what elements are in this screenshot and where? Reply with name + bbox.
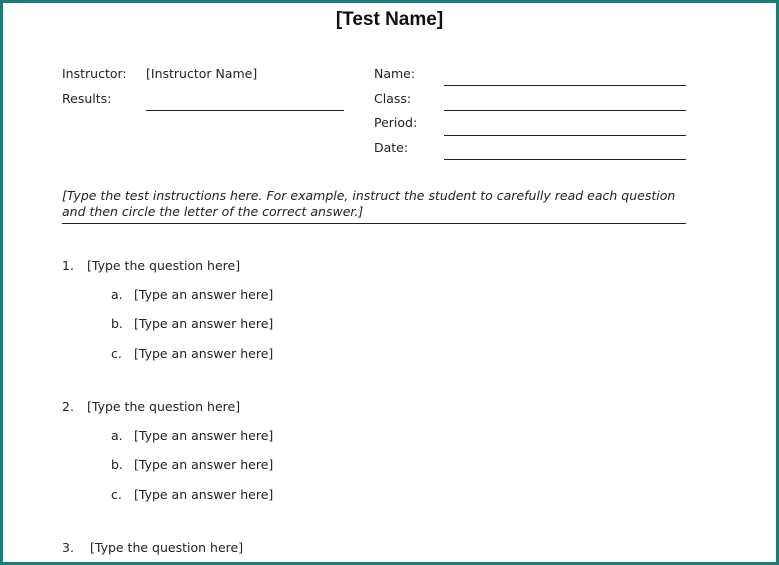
instructor-label: Instructor: [62, 66, 127, 81]
period-label: Period: [374, 115, 418, 130]
class-label: Class: [374, 91, 412, 106]
question-number: 2. [62, 399, 74, 414]
results-line [146, 110, 344, 111]
period-line [444, 135, 686, 136]
question-text: [Type the question here] [87, 258, 241, 273]
answer-text: [Type an answer here] [134, 287, 274, 302]
instructions-underline [62, 223, 686, 224]
date-label: Date: [374, 140, 409, 155]
answer-letter: c. [111, 487, 122, 502]
question-number: 1. [62, 258, 74, 273]
answer-letter: c. [111, 346, 122, 361]
answer-text: [Type an answer here] [134, 487, 274, 502]
results-label: Results: [62, 91, 112, 106]
test-title: [Test Name] [335, 9, 444, 30]
question-text: [Type the question here] [90, 540, 244, 555]
answer-text: [Type an answer here] [134, 316, 274, 331]
name-label: Name: [374, 66, 416, 81]
answer-text: [Type an answer here] [134, 457, 274, 472]
answer-letter: a. [111, 428, 123, 443]
instructor-name: [Instructor Name] [146, 66, 258, 81]
name-line [444, 85, 686, 86]
answer-text: [Type an answer here] [134, 428, 274, 443]
answer-letter: b. [111, 316, 123, 331]
class-line [444, 110, 686, 111]
question-text: [Type the question here] [87, 399, 241, 414]
answer-text: [Type an answer here] [134, 346, 274, 361]
answer-letter: a. [111, 287, 123, 302]
test-instructions: [Type the test instructions here. For example, instruct the student to carefully read each question and then circle the letter of the correct answer.] [62, 188, 676, 219]
question-number: 3. [62, 540, 74, 555]
date-line [444, 159, 686, 160]
answer-letter: b. [111, 457, 123, 472]
